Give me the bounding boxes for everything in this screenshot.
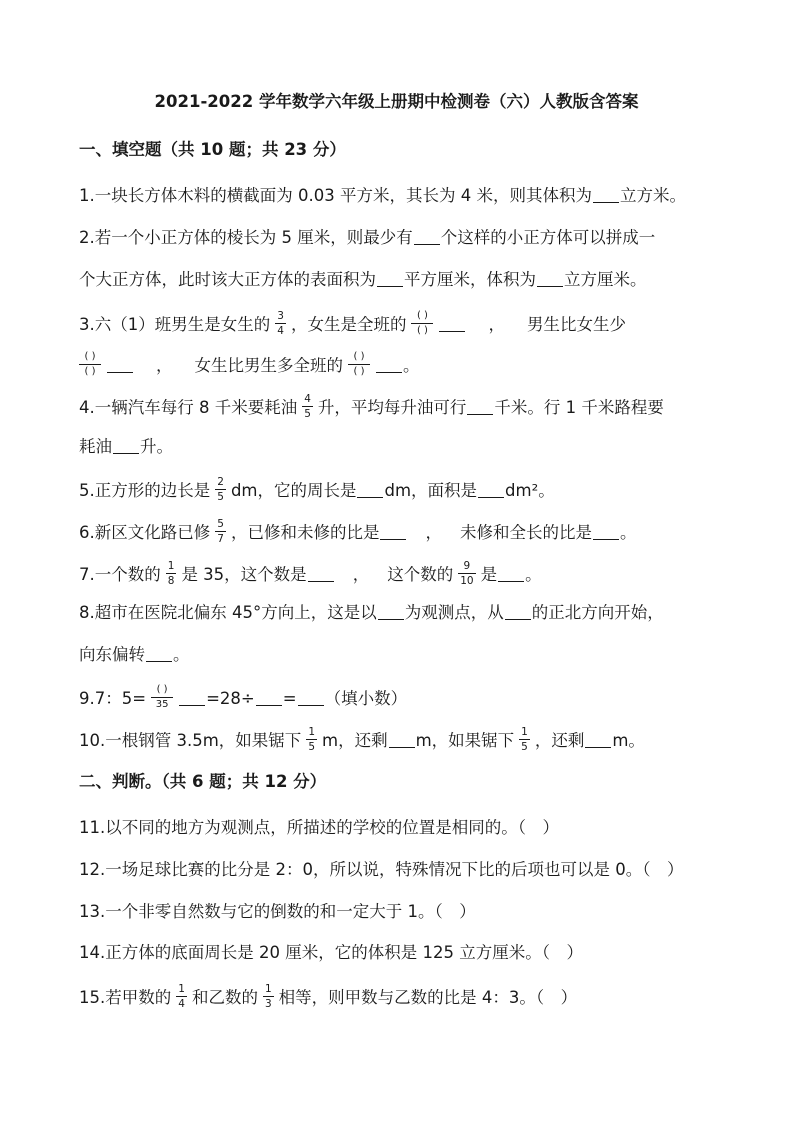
q9-text-d: （填小数）: [324, 689, 408, 708]
frac-numerator: 1: [264, 983, 272, 995]
fraction-3-4: [275, 310, 286, 337]
q10-text-b: m，还剩: [322, 731, 388, 750]
question-10: [79, 728, 645, 755]
answer-blank[interactable]: [593, 188, 619, 203]
frac-numerator: 1: [521, 726, 528, 738]
q1-text-b: 立方米。: [619, 186, 686, 205]
document-title: 2021-2022 学年数学六年级上册期中检测卷（六）人教版含答案: [154, 92, 639, 111]
q6-text-e: 。: [619, 523, 637, 542]
q1-text-a: 1.一块长方体木料的横截面为 0.03 平方米，其长为 4 米，则其体积为: [79, 186, 592, 205]
q3-text-a: 3.六（1）班男生是女生的: [79, 315, 271, 334]
frac-bar: [79, 364, 101, 365]
frac-bar: [263, 996, 274, 997]
frac-denominator: 8: [167, 575, 175, 587]
answer-blank[interactable]: [377, 272, 403, 287]
question-5: [79, 478, 555, 505]
q5-text-c: dm，面积是: [384, 481, 478, 500]
q10-text-a: 10.一根钢管 3.5m，如果锯下: [79, 731, 302, 750]
frac-bar: [348, 364, 370, 365]
frac-bar: [411, 323, 433, 324]
frac-numerator: ( ): [353, 351, 365, 362]
q8-text-e: 。: [173, 645, 190, 664]
question-4-line-2: [79, 437, 173, 457]
answer-blank[interactable]: [439, 317, 465, 332]
q9-text-b: =28÷: [206, 689, 255, 708]
question-6: [79, 520, 636, 547]
question-3-line-2: [79, 353, 420, 380]
fraction-2-5: [215, 476, 226, 503]
q2-text-e: 立方厘米。: [564, 270, 647, 289]
frac-numerator: 1: [178, 983, 185, 995]
answer-blank[interactable]: [357, 483, 383, 498]
frac-bar: [458, 573, 475, 574]
frac-denominator: 35: [155, 699, 169, 710]
q8-text-b: 为观测点，从: [404, 603, 504, 622]
frac-denominator: 10: [460, 575, 474, 587]
frac-denominator: 5: [217, 491, 224, 503]
frac-numerator: 1: [167, 560, 175, 572]
frac-numerator: 5: [217, 518, 224, 530]
frac-numerator: 3: [277, 310, 284, 322]
answer-blank[interactable]: [537, 272, 563, 287]
answer-blank[interactable]: [256, 691, 282, 706]
question-2-line-2: [79, 270, 647, 290]
q8-text-c: 的正北方向开始，: [531, 603, 664, 622]
question-7: [79, 562, 542, 589]
q7-text-b: 是 35，这个数是: [181, 565, 307, 584]
answer-blank[interactable]: [146, 647, 172, 662]
frac-bar: [215, 531, 226, 532]
answer-blank[interactable]: [179, 691, 205, 706]
answer-blank[interactable]: [478, 483, 504, 498]
question-4-line-1: [79, 395, 664, 422]
frac-bar: [151, 697, 173, 698]
question-9: [79, 686, 407, 713]
q9-text-c: =: [282, 689, 297, 708]
fraction-blank[interactable]: [411, 310, 433, 337]
section-heading-fill-in: 一、填空题（共 10 题；共 23 分）: [79, 140, 346, 159]
question-12: 12.一场足球比赛的比分是 2：0，所以说，特殊情况下比的后项也可以是 0。（ ）: [79, 860, 684, 879]
frac-bar: [275, 323, 286, 324]
fraction-1-5: [306, 726, 317, 753]
q6-text-c: ，: [425, 523, 442, 542]
q3-text-g: 。: [403, 356, 420, 375]
q6-text-a: 6.新区文化路已修: [79, 523, 211, 542]
q3-text-c: ，: [488, 315, 505, 334]
fraction-1-8: [166, 560, 177, 587]
frac-denominator: 4: [178, 998, 185, 1010]
answer-blank[interactable]: [308, 567, 334, 582]
frac-numerator: 9: [463, 560, 471, 572]
answer-blank[interactable]: [505, 605, 531, 620]
fraction-4-5: [302, 393, 313, 420]
q4-text-c: 千米。行 1 千米路程要: [494, 398, 664, 417]
answer-blank[interactable]: [593, 525, 619, 540]
q5-text-a: 5.正方形的边长是: [79, 481, 211, 500]
answer-blank[interactable]: [113, 439, 139, 454]
question-11: 11.以不同的地方为观测点，所描述的学校的位置是相同的。（ ）: [79, 818, 559, 837]
question-15: [79, 985, 577, 1012]
frac-numerator: 2: [217, 476, 224, 488]
q3-text-e: ，: [156, 356, 173, 375]
section-heading-true-false: 二、判断。（共 6 题；共 12 分）: [79, 772, 327, 791]
frac-denominator: ( ): [84, 366, 96, 377]
fraction-blank-35[interactable]: [151, 684, 173, 711]
q3-text-f: 女生比男生多全班的: [194, 356, 343, 375]
frac-denominator: 5: [308, 741, 315, 753]
frac-numerator: 1: [308, 726, 315, 738]
q3-text-b: ，女生是全班的: [290, 315, 407, 334]
q7-text-f: 。: [525, 565, 542, 584]
q5-text-d: dm²。: [505, 481, 555, 500]
fraction-1-3: [263, 983, 274, 1010]
q15-text-a: 15.若甲数的: [79, 988, 172, 1007]
frac-denominator: 5: [304, 408, 311, 420]
frac-denominator: ( ): [353, 366, 365, 377]
frac-denominator: 7: [217, 533, 224, 545]
answer-blank[interactable]: [378, 605, 404, 620]
answer-blank[interactable]: [376, 358, 402, 373]
frac-denominator: ( ): [416, 325, 428, 336]
frac-bar: [519, 739, 530, 740]
q9-text-a: 9.7：5=: [79, 689, 147, 708]
frac-bar: [176, 996, 187, 997]
frac-denominator: 4: [277, 325, 284, 337]
question-3-line-1: [79, 312, 626, 339]
q15-text-b: 和乙数的: [191, 988, 258, 1007]
q10-text-e: m。: [612, 731, 645, 750]
q4-text-e: 升。: [140, 437, 173, 456]
q4-text-b: 升，平均每升油可行: [317, 398, 467, 417]
q2-text-a: 2.若一个小正方体的棱长为 5 厘米，则最少有: [79, 228, 413, 247]
answer-blank[interactable]: [107, 358, 133, 373]
q2-text-c: 个大正方体，此时该大正方体的表面积为: [79, 270, 376, 289]
frac-numerator: ( ): [84, 351, 96, 362]
frac-denominator: 3: [264, 998, 272, 1010]
q7-text-d: 这个数的: [387, 565, 454, 584]
q7-text-e: 是: [480, 565, 498, 584]
q3-text-d: 男生比女生少: [526, 315, 626, 334]
q2-text-d: 平方厘米，体积为: [404, 270, 536, 289]
frac-numerator: ( ): [156, 684, 168, 695]
answer-blank[interactable]: [585, 733, 611, 748]
answer-blank[interactable]: [389, 733, 415, 748]
q6-text-d: 未修和全长的比是: [459, 523, 592, 542]
frac-numerator: 4: [304, 393, 311, 405]
q4-text-a: 4.一辆汽车每行 8 千米要耗油: [79, 398, 298, 417]
answer-blank[interactable]: [467, 400, 493, 415]
frac-denominator: 5: [521, 741, 528, 753]
frac-bar: [302, 406, 313, 407]
question-1: [79, 186, 686, 206]
question-8-line-2: [79, 645, 190, 665]
fraction-1-5: [519, 726, 530, 753]
answer-blank[interactable]: [380, 525, 406, 540]
q6-text-b: ，已修和未修的比是: [230, 523, 380, 542]
frac-bar: [166, 573, 177, 574]
fraction-blank[interactable]: [348, 351, 370, 378]
frac-bar: [306, 739, 317, 740]
question-14: 14.正方体的底面周长是 20 厘米，它的体积是 125 立方厘米。（ ）: [79, 943, 583, 962]
q5-text-b: dm，它的周长是: [230, 481, 357, 500]
fraction-blank[interactable]: [79, 351, 101, 378]
fraction-1-4: [176, 983, 187, 1010]
q10-text-c: m，如果锯下: [415, 731, 515, 750]
frac-numerator: ( ): [416, 310, 428, 321]
fraction-5-7: [215, 518, 226, 545]
fraction-9-10: [458, 560, 475, 587]
question-8-line-1: [79, 603, 664, 623]
q7-text-c: ，: [352, 565, 370, 584]
q2-text-b: 个这样的小正方体可以拼成一: [440, 228, 656, 247]
q15-text-c: 相等，则甲数与乙数的比是 4：3。（ ）: [278, 988, 578, 1007]
answer-blank[interactable]: [414, 230, 440, 245]
question-2-line-1: [79, 228, 655, 248]
q7-text-a: 7.一个数的: [79, 565, 161, 584]
q8-text-a: 8.超市在医院北偏东 45°方向上，这是以: [79, 603, 377, 622]
answer-blank[interactable]: [498, 567, 524, 582]
frac-bar: [215, 489, 226, 490]
q4-text-d: 耗油: [79, 437, 112, 456]
q8-text-d: 向东偏转: [79, 645, 145, 664]
answer-blank[interactable]: [298, 691, 324, 706]
question-13: 13.一个非零自然数与它的倒数的和一定大于 1。（ ）: [79, 902, 476, 921]
q10-text-d: ，还剩: [534, 731, 585, 750]
